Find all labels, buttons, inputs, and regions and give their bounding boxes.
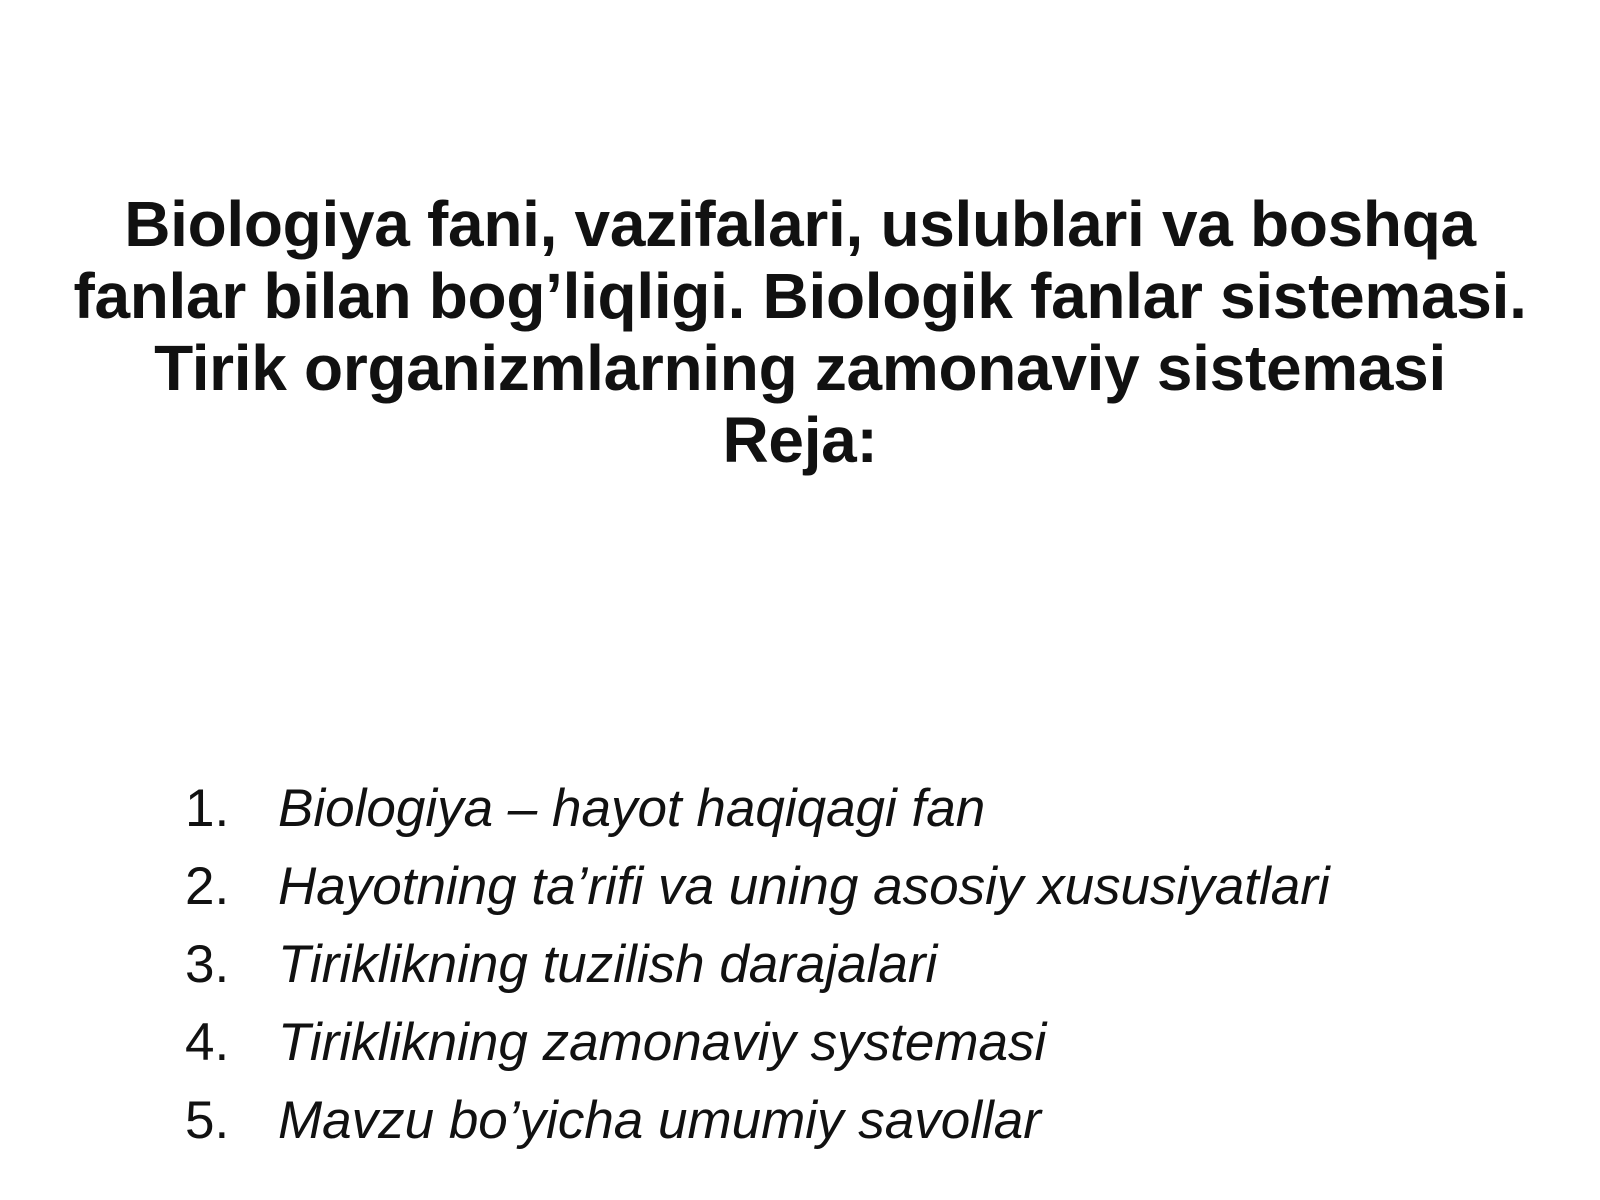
plan-item-2 bbox=[185, 848, 1485, 926]
plan-item-5 bbox=[185, 1082, 1485, 1160]
plan-item-text: Tiriklikning zamonaviy systemasi bbox=[278, 1013, 1047, 1072]
plan-item-number: 2. bbox=[185, 857, 230, 916]
slide-title: Biologiya fani, vazifalari, uslublari va boshqa fanlar bilan bog’liqligi. Biologik fanlar sistemasi. Tirik organizmlarning zamonaviy sistemasi bbox=[73, 188, 1527, 404]
plan-item-text: Hayotning ta’rifi va uning asosiy xususiyatlari bbox=[278, 857, 1330, 916]
plan-item-3 bbox=[185, 926, 1485, 1004]
plan-item-number: 5. bbox=[185, 1091, 230, 1150]
plan-item-1 bbox=[185, 770, 1485, 848]
plan-item-4 bbox=[185, 1004, 1485, 1082]
slide-title-block bbox=[60, 188, 1540, 476]
plan-item-number: 1. bbox=[185, 779, 230, 838]
plan-heading: Reja: bbox=[722, 404, 878, 476]
plan-item-text: Mavzu bo’yicha umumiy savollar bbox=[278, 1091, 1041, 1150]
plan-item-text: Biologiya – hayot haqiqagi fan bbox=[278, 779, 986, 838]
plan-list bbox=[185, 770, 1485, 1160]
plan-item-number: 3. bbox=[185, 935, 230, 994]
plan-item-number: 4. bbox=[185, 1013, 230, 1072]
plan-item-text: Tiriklikning tuzilish darajalari bbox=[278, 935, 938, 994]
